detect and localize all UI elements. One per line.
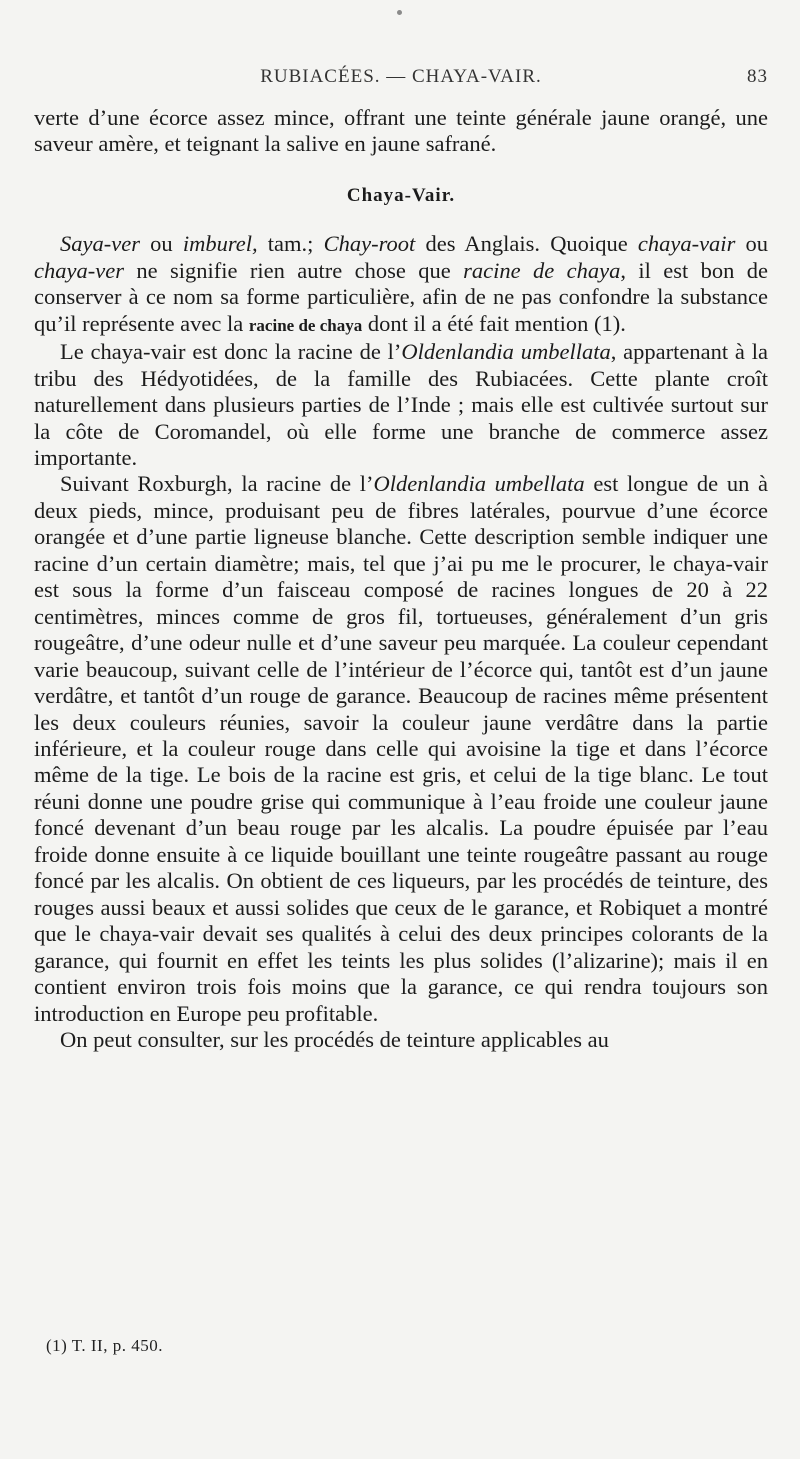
- synonym-chay-root: Chay-root: [323, 231, 416, 257]
- page-header: [34, 66, 768, 94]
- text-run: ou: [735, 231, 769, 257]
- paragraph-closing: On peut consulter, sur les procédés de teinture applicables au: [60, 1026, 609, 1052]
- paragraph-synonyms: [34, 231, 768, 339]
- species-name: Oldenlandia umbellata: [401, 339, 611, 365]
- text-run: , appartenant à la tribu des Hédyotidées, de la famille des Rubiacées. Cette plante croît naturellement dans plusieurs parties de l’Inde ; mais elle est cultivée surtout sur la côte de Coromandel, où elle forme une branche de commerce assez importante.: [34, 339, 768, 470]
- text-run: est longue de un à deux pieds, mince, produisant peu de fibres latérales, pourvue d’une écorce orangée et d’une partie ligneuse blanche. Cette description semble indiquer une racine d’un certain diamètre; mais, tel que j’ai pu me le procurer, le chaya-vair est sous la forme d’un faisceau composé de racines longues de 20 à 22 centimètres, minces comme de gros fil, tortueuses, généralement d’un gris rougeâtre, d’une odeur nulle et d’une saveur peu marquée. La couleur cependant varie beaucoup, suivant celle de l’intérieur de l’écorce qui, tantôt est d’un jaune verdâtre, et tantôt d’un rouge de garance. Beaucoup de racines même présentent les deux couleurs réunies, savoir la couleur jaune verdâtre dans la partie inférieure, et la couleur rouge dans celle qui avoisine la tige et dans l’écorce même de la tige. Le bois de la racine est gris, et celui de la tige blanc. Le tout réuni donne une poudre grise qui communique à l’eau froide une couleur jaune foncé devenant d’un beau rouge par les alcalis. La poudre épuisée par l’eau froide donne ensuite à ce liquide bouillant une teinte rougeâtre passant au rouge foncé par les alcalis. On obtient de ces liqueurs, par les procédés de teinture, des rouges aussi beaux et aussi solides que ceux de le garance, et Robiquet a montré que le chaya-vair devait ses qualités à celui des deux principes colorants de la garance, qui fournit en effet les teints les plus solides (l’alizarine); mais il en contient environ trois fois moins que la garance, ce qui rendra toujours son introduction en Europe peu profitable.: [34, 471, 768, 1026]
- text-run: Le chaya-vair est donc la racine de l’: [60, 339, 402, 365]
- text-run: ou: [139, 231, 183, 257]
- text-run: dont il a été fait mention (1).: [362, 310, 626, 336]
- section-heading: Chaya-Vair.: [346, 184, 456, 206]
- paragraph-continuation: verte d’une écorce assez mince, offrant une teinte générale jaune orangé, une saveur amère, et teignant la salive en jaune safrané.: [34, 105, 768, 157]
- running-title: RUBIACÉES. — CHAYA-VAIR.: [260, 66, 542, 87]
- species-name: Oldenlandia umbellata: [373, 471, 585, 497]
- synonym-imburel: imburel,: [182, 231, 258, 257]
- synonym-saya-ver: Saya-ver: [60, 231, 140, 257]
- page-number: 83: [747, 66, 768, 87]
- text-run: ne signifie rien autre chose que: [123, 257, 464, 283]
- paragraph-description: [34, 471, 768, 1027]
- text-run: tam.;: [257, 231, 324, 257]
- term-racine-de-chaya-bold: racine de chaya: [248, 315, 363, 335]
- term-chaya-vair: chaya-vair: [637, 231, 736, 257]
- text-run: des Anglais. Quoique: [415, 231, 638, 257]
- body-text: [34, 105, 768, 1053]
- term-racine-de-chaya: racine de chaya: [463, 257, 621, 283]
- term-chaya-ver: chaya-ver: [34, 257, 124, 283]
- text-run: , il est bon de conserver à ce nom sa forme particulière, afin de ne pas confondre la substance qu’il représente avec la: [34, 257, 769, 336]
- ink-speck: [397, 10, 402, 15]
- footnote: (1) T. II, p. 450.: [46, 1336, 163, 1355]
- paragraph-origin: [34, 339, 768, 471]
- text-run: Suivant Roxburgh, la racine de l’: [60, 471, 374, 497]
